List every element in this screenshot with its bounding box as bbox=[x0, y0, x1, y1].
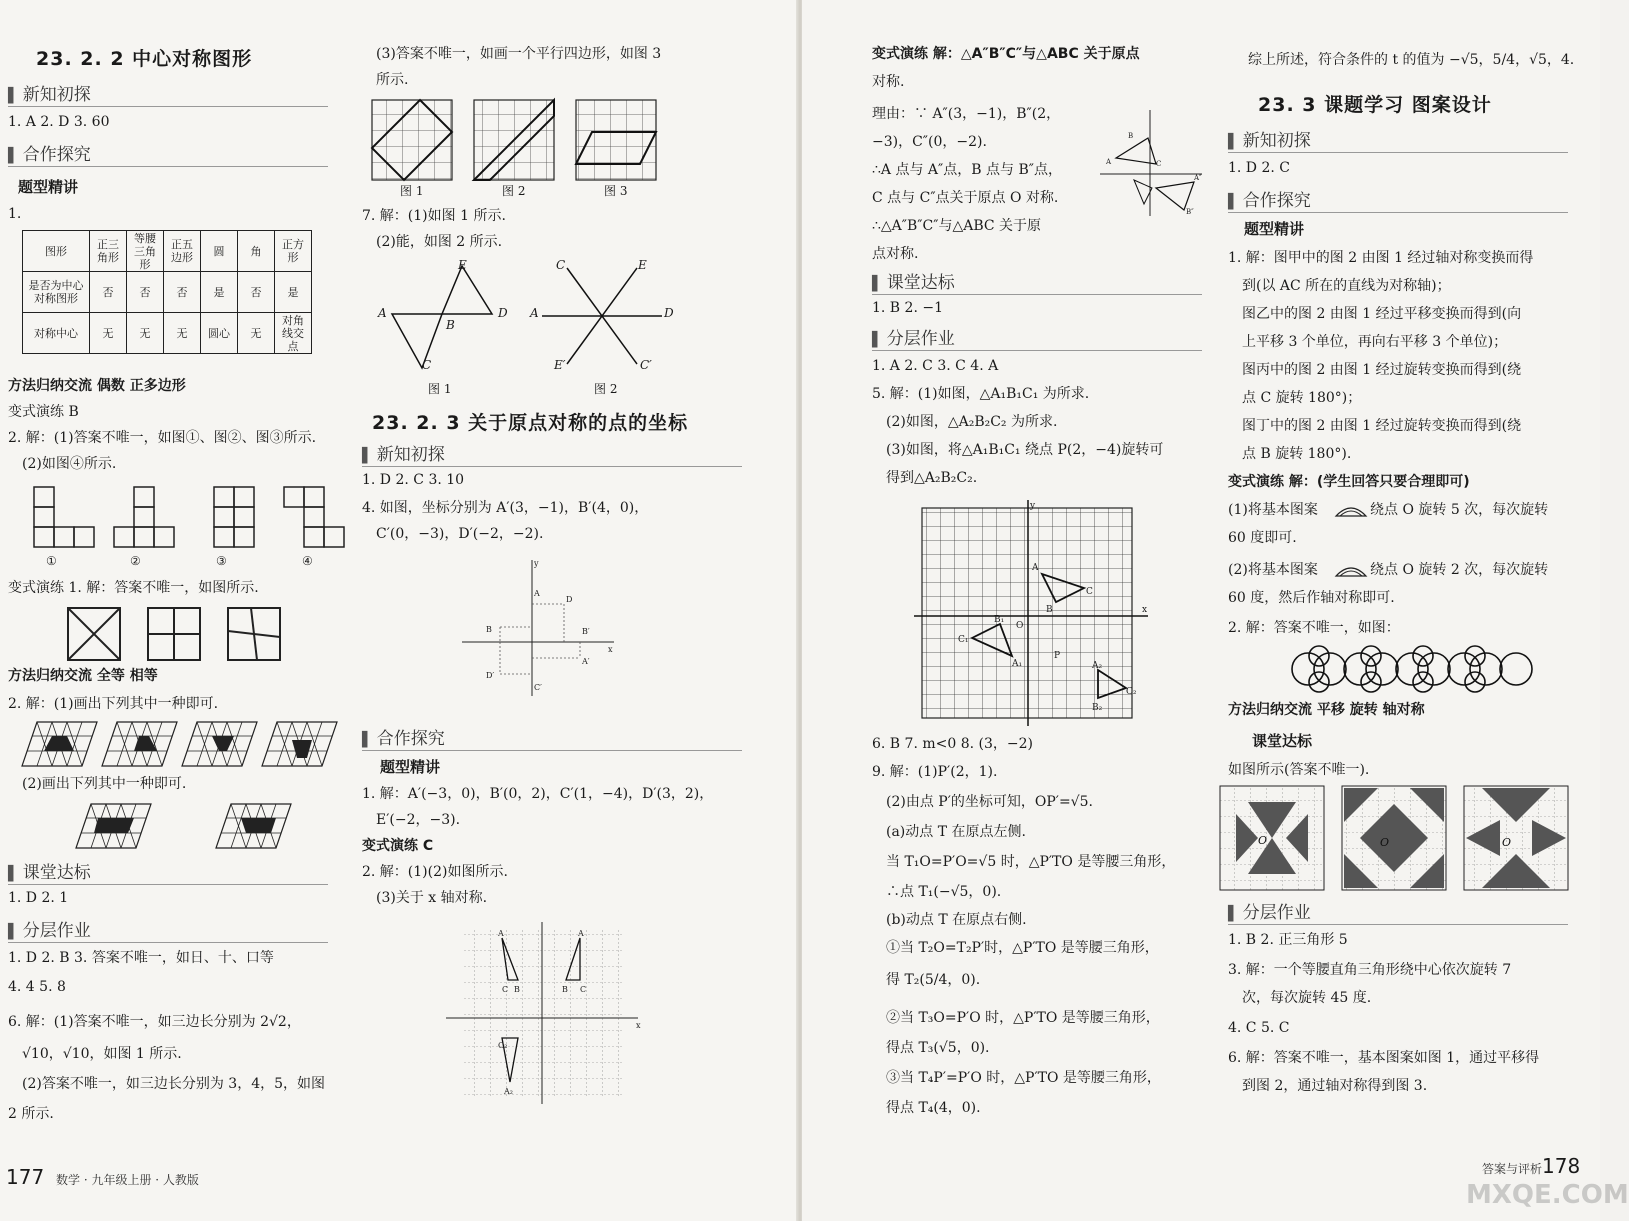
svg-text:P: P bbox=[1054, 651, 1061, 661]
table-cell: 无 bbox=[127, 313, 164, 354]
heading-hezuo: ▌ 合作探究 bbox=[8, 140, 328, 167]
answer-line: 得 T₂(5/4，0). bbox=[886, 972, 981, 988]
table-cell: 否 bbox=[164, 272, 201, 313]
table-cell: 对称中心 bbox=[23, 313, 90, 354]
point-label: C bbox=[422, 358, 432, 372]
answer-line: E′(−2，−3). bbox=[376, 812, 461, 828]
answer-line: 1. D 2. B 3. 答案不唯一，如日、十、口等 bbox=[8, 950, 274, 966]
svg-text:C: C bbox=[580, 985, 587, 994]
svg-text:A₂: A₂ bbox=[504, 1087, 513, 1096]
svg-text:C₂: C₂ bbox=[498, 1041, 508, 1050]
answer-line: (2)如图，△A₂B₂C₂ 为所求. bbox=[886, 414, 1058, 430]
svg-text:B: B bbox=[1128, 132, 1134, 140]
svg-text:D′: D′ bbox=[486, 671, 495, 680]
watermark: MXQE.COM bbox=[1466, 1180, 1629, 1210]
svg-text:B: B bbox=[486, 625, 492, 634]
figure-caption: 图 2 bbox=[502, 184, 526, 198]
triangle-grid-figures-2 bbox=[76, 802, 336, 852]
svg-text:C: C bbox=[1156, 160, 1162, 168]
coordinate-figure-q4 bbox=[458, 556, 618, 698]
svg-text:y: y bbox=[534, 559, 539, 568]
point-label: C bbox=[556, 258, 566, 272]
answer-line: 6. B 7. m<0 8. (3，−2) bbox=[872, 736, 1033, 752]
heading-ketang: ▌ 课堂达标 bbox=[8, 858, 328, 885]
point-label: E bbox=[638, 258, 647, 272]
point-label: A bbox=[378, 306, 387, 320]
table-cell: 角 bbox=[238, 231, 275, 272]
answer-line: 7. 解：(1)如图 1 所示. bbox=[362, 208, 506, 224]
figure-caption: 图 3 bbox=[604, 184, 628, 198]
answer-line: (2)答案不唯一，如三边长分别为 3，4，5，如图 bbox=[22, 1076, 326, 1092]
answer-line: 得点 T₃(√5，0). bbox=[886, 1040, 990, 1056]
point-label: A bbox=[530, 306, 539, 320]
heading-fenceng: ▌ 分层作业 bbox=[872, 324, 1202, 351]
heading-ketang: 课堂达标 bbox=[1252, 732, 1313, 750]
dome-pattern-icon bbox=[1334, 502, 1368, 520]
table-cell: 图形 bbox=[23, 231, 90, 272]
answer-line: ①当 T₂O=T₂P′时，△P′TO 是等腰三角形， bbox=[886, 940, 1159, 956]
table-cell: 正三角形 bbox=[90, 231, 127, 272]
svg-text:C₂: C₂ bbox=[1126, 687, 1137, 697]
answer-line: 点 C 旋转 180°)； bbox=[1242, 390, 1362, 406]
heading-ketang: ▌ 课堂达标 bbox=[872, 268, 1202, 295]
svg-text:C: C bbox=[1086, 587, 1093, 597]
right-page bbox=[802, 0, 1629, 1221]
variant-practice: 变式演练 解：△A″B″C″与△ABC 关于原点 bbox=[872, 46, 1140, 62]
figure-caption: ① bbox=[46, 554, 57, 568]
answer-line: 所示. bbox=[376, 72, 409, 88]
svg-text:A₂: A₂ bbox=[1092, 661, 1103, 671]
cube-net-figures bbox=[24, 482, 344, 562]
svg-text:B′: B′ bbox=[582, 627, 590, 636]
answer-line: 1. A 2. C 3. C 4. A bbox=[872, 358, 999, 374]
answer-line: (3)如图，将△A₁B₁C₁ 绕点 P(2，−4)旋转可 bbox=[886, 442, 1164, 458]
variant-practice-1: 变式演练 B bbox=[8, 404, 79, 420]
svg-text:O: O bbox=[1016, 621, 1024, 631]
answer-line: 图丙中的图 2 由图 1 经过旋转变换而得到(绕 bbox=[1242, 362, 1522, 378]
svg-text:A′: A′ bbox=[582, 657, 590, 666]
svg-text:C₁: C₁ bbox=[958, 635, 969, 645]
heading-hezuo: ▌ 合作探究 bbox=[1228, 186, 1568, 213]
answer-line: 得到△A₂B₂C₂. bbox=[886, 470, 978, 486]
circle-chain-pattern bbox=[1288, 644, 1538, 694]
answer-line: 1. D 2. C bbox=[1228, 160, 1291, 176]
table-cell: 是 bbox=[201, 272, 238, 313]
left-page bbox=[0, 0, 798, 1221]
answer-line: C′(0，−3)，D′(−2，−2). bbox=[376, 526, 544, 542]
triangle-grid-figures-1 bbox=[22, 720, 342, 770]
answer-line: C 点与 C″点关于原点 O 对称. bbox=[872, 190, 1059, 206]
answer-line: 图乙中的图 2 由图 1 经过平移变换而得到(向 bbox=[1242, 306, 1522, 322]
table-cell: 圆 bbox=[201, 231, 238, 272]
answer-line: 3. 解：一个等腰直角三角形绕中心依次旋转 7 bbox=[1228, 962, 1512, 978]
answer-line: 理由：∵ A″(3，−1)，B″(2， bbox=[872, 106, 1061, 122]
point-label: D bbox=[664, 306, 674, 320]
answer-line: 1. D 2. C 3. 10 bbox=[362, 472, 465, 488]
pattern-design-figures bbox=[1218, 784, 1578, 894]
answer-line: (2)将基本图案 bbox=[1228, 562, 1318, 578]
table-cell: 等腰三角形 bbox=[127, 231, 164, 272]
answer-line: ②当 T₃O=P′O 时，△P′TO 是等腰三角形， bbox=[886, 1010, 1160, 1026]
svg-text:C′: C′ bbox=[534, 683, 542, 692]
svg-text:B: B bbox=[514, 985, 520, 994]
answer-line: 2. 解：(1)画出下列其中一种即可. bbox=[8, 696, 219, 712]
point-label: D bbox=[498, 306, 508, 320]
svg-text:D: D bbox=[566, 595, 573, 604]
figure-caption: 图 1 bbox=[400, 184, 424, 198]
grid-shape-figures bbox=[370, 98, 670, 184]
svg-text:B″: B″ bbox=[1186, 208, 1194, 216]
answer-line: 上平移 3 个单位，再向右平移 3 个单位)； bbox=[1242, 334, 1508, 350]
coordinate-figure-q2 bbox=[442, 918, 642, 1108]
svg-text:x: x bbox=[608, 645, 613, 654]
grid-coordinate-figure bbox=[912, 498, 1152, 728]
point-label: E′ bbox=[554, 358, 566, 372]
table-cell: 圆心 bbox=[201, 313, 238, 354]
answer-line: ∴点 T₁(−√5，0). bbox=[886, 884, 1002, 900]
section-title: 23. 2. 2 中心对称图形 bbox=[36, 48, 253, 70]
svg-text:B₁: B₁ bbox=[994, 615, 1005, 625]
table-cell: 正五边形 bbox=[164, 231, 201, 272]
answer-line: (2)由点 P′的坐标可知，OP′=√5. bbox=[886, 794, 1093, 810]
variant-practice-2: 变式演练 1. 解：答案不唯一，如图所示. bbox=[8, 580, 259, 596]
figure-caption: 图 2 bbox=[594, 382, 618, 396]
point-label: B bbox=[446, 318, 455, 332]
variant-practice: 变式演练 C bbox=[362, 838, 434, 854]
answer-line: ∴△A″B″C″与△ABC 关于原 bbox=[872, 218, 1042, 234]
answer-line: 5. 解：(1)如图，△A₁B₁C₁ 为所求. bbox=[872, 386, 1090, 402]
answer-line: 1. B 2. −1 bbox=[872, 300, 943, 316]
heading-xinzhi: ▌ 新知初探 bbox=[362, 440, 742, 467]
answer-line: 60 度，然后作轴对称即可. bbox=[1228, 590, 1395, 606]
heading-xinzhi: ▌ 新知初探 bbox=[8, 80, 328, 107]
answer-line: 2 所示. bbox=[8, 1106, 54, 1122]
answer-line: 4. C 5. C bbox=[1228, 1020, 1290, 1036]
answer-line: 9. 解：(1)P′(2，1). bbox=[872, 764, 998, 780]
heading-tixing: 题型精讲 bbox=[380, 758, 441, 776]
answer-line: 60 度即可. bbox=[1228, 530, 1297, 546]
answer-line: 2. 解：(1)答案不唯一，如图①、图②、图③所示. bbox=[8, 430, 317, 446]
svg-text:y: y bbox=[1030, 501, 1036, 511]
answer-line: 次，每次旋转 45 度. bbox=[1242, 990, 1372, 1006]
answer-line: (2)如图④所示. bbox=[22, 456, 117, 472]
answer-line: (2)画出下列其中一种即可. bbox=[22, 776, 187, 792]
answer-line: (1)将基本图案 bbox=[1228, 502, 1318, 518]
svg-text:A₁: A₁ bbox=[1012, 659, 1023, 669]
heading-tixing: 题型精讲 bbox=[1244, 220, 1305, 238]
svg-text:B: B bbox=[1046, 605, 1053, 615]
answer-line: 4. 4 5. 8 bbox=[8, 979, 66, 995]
answer-line: 点对称. bbox=[872, 246, 919, 262]
answer-line: 2. 解：(1)(2)如图所示. bbox=[362, 864, 508, 880]
svg-text:A″: A″ bbox=[1194, 174, 1202, 182]
table-cell: 正方形 bbox=[275, 231, 312, 272]
answer-line: ∴A 点与 A″点，B 点与 B″点， bbox=[872, 162, 1062, 178]
svg-text:B: B bbox=[562, 985, 568, 994]
section-title-2: 23. 2. 3 关于原点对称的点的坐标 bbox=[372, 412, 689, 434]
answer-line: (b)动点 T 在原点右侧. bbox=[886, 912, 1027, 928]
table-cell: 无 bbox=[90, 313, 127, 354]
svg-text:C: C bbox=[502, 985, 509, 994]
answer-line: 4. 如图，坐标分别为 A′(3，−1)，B′(4，0)， bbox=[362, 500, 649, 516]
table-cell: 否 bbox=[127, 272, 164, 313]
svg-text:A: A bbox=[1032, 563, 1039, 573]
heading-hezuo: ▌ 合作探究 bbox=[362, 724, 742, 751]
point-label: C′ bbox=[640, 358, 652, 372]
answer-line: √10，√10，如图 1 所示. bbox=[22, 1046, 182, 1062]
small-coordinate-figure bbox=[1098, 108, 1206, 218]
answer-line: (a)动点 T 在原点左侧. bbox=[886, 824, 1026, 840]
svg-text:B₂: B₂ bbox=[1092, 703, 1103, 713]
answer-line: ③当 T₄P′=P′O 时，△P′TO 是等腰三角形， bbox=[886, 1070, 1161, 1086]
table-row bbox=[23, 231, 312, 272]
heading-tixing: 题型精讲 bbox=[18, 178, 79, 196]
figure-caption: ③ bbox=[216, 554, 227, 568]
answer-line: 对称. bbox=[872, 74, 905, 90]
svg-text:A: A bbox=[1106, 158, 1112, 166]
answer-line: 图丁中的图 2 由图 1 经过旋转变换而得到(绕 bbox=[1242, 418, 1522, 434]
answer-line: 1. D 2. 1 bbox=[8, 890, 69, 906]
table-cell: 是否为中心对称图形 bbox=[23, 272, 90, 313]
table-cell: 否 bbox=[238, 272, 275, 313]
variant-practice: 变式演练 解：(学生回答只要合理即可) bbox=[1228, 474, 1470, 490]
heading-fenceng: ▌ 分层作业 bbox=[8, 916, 328, 943]
footer-right: 答案与评析 bbox=[1482, 1162, 1543, 1176]
svg-text:O: O bbox=[1380, 836, 1390, 849]
answer-line: 2. 解：答案不唯一，如图： bbox=[1228, 620, 1400, 636]
method-summary-1: 方法归纳交流 偶数 正多边形 bbox=[8, 378, 186, 394]
point-label: E bbox=[458, 258, 467, 272]
answer-line: (3)关于 x 轴对称. bbox=[376, 890, 488, 906]
square-division-figures bbox=[66, 606, 306, 662]
answer-line: 绕点 O 旋转 2 次，每次旋转 bbox=[1370, 562, 1549, 578]
answer-line: 6. 解：(1)答案不唯一，如三边长分别为 2√2， bbox=[8, 1014, 301, 1030]
table-cell: 是 bbox=[275, 272, 312, 313]
table-cell: 对角线交点 bbox=[275, 313, 312, 354]
table-cell: 否 bbox=[90, 272, 127, 313]
svg-text:O: O bbox=[1258, 834, 1268, 847]
answer-line: 1. 解：A′(−3，0)，B′(0，2)，C′(1，−4)，D′(3，2)， bbox=[362, 786, 714, 802]
svg-text:x: x bbox=[636, 1021, 641, 1030]
method-summary-2: 方法归纳交流 全等 相等 bbox=[8, 668, 158, 684]
section-title: 23. 3 课题学习 图案设计 bbox=[1258, 94, 1492, 116]
heading-fenceng: ▌ 分层作业 bbox=[1228, 898, 1568, 925]
figure-caption: ④ bbox=[302, 554, 313, 568]
answer-line: 点 B 旋转 180°). bbox=[1242, 446, 1352, 462]
figure-caption: ② bbox=[130, 554, 141, 568]
page-number-right: 178 bbox=[1542, 1154, 1581, 1178]
page-number-left: 177 bbox=[6, 1165, 45, 1189]
answer-line: 到图 2，通过轴对称得到图 3. bbox=[1242, 1078, 1428, 1094]
answer-line: 综上所述，符合条件的 t 的值为 −√5，5/4，√5，4. bbox=[1248, 52, 1575, 68]
heading-xinzhi: ▌ 新知初探 bbox=[1228, 126, 1568, 153]
answer-line: 如图所示(答案不唯一). bbox=[1228, 762, 1370, 778]
answer-line: 得点 T₄(4，0). bbox=[886, 1100, 981, 1116]
table-cell: 无 bbox=[164, 313, 201, 354]
answer-line: −3)，C″(0，−2). bbox=[872, 134, 987, 150]
answer-line: 绕点 O 旋转 5 次，每次旋转 bbox=[1370, 502, 1549, 518]
answer-line: 1. A 2. D 3. 60 bbox=[8, 114, 110, 130]
answer-line: 当 T₁O=P′O=√5 时，△P′TO 是等腰三角形， bbox=[886, 854, 1176, 870]
answer-line: 1. 解：图甲中的图 2 由图 1 经过轴对称变换而得 bbox=[1228, 250, 1534, 266]
table-row bbox=[23, 272, 312, 313]
question-label: 1. bbox=[8, 206, 22, 222]
answer-line: (3)答案不唯一，如画一个平行四边形，如图 3 bbox=[376, 46, 662, 62]
footer-left: 数学 · 九年级上册 · 人教版 bbox=[56, 1173, 199, 1187]
symmetry-table bbox=[22, 230, 312, 354]
figure-caption: 图 1 bbox=[428, 382, 452, 396]
table-row bbox=[23, 313, 312, 354]
method-summary: 方法归纳交流 平移 旋转 轴对称 bbox=[1228, 702, 1425, 718]
dome-pattern-icon bbox=[1334, 562, 1368, 580]
svg-text:A: A bbox=[534, 589, 540, 598]
answer-line: 到(以 AC 所在的直线为对称轴)； bbox=[1242, 278, 1451, 294]
svg-text:x: x bbox=[1142, 605, 1148, 615]
answer-line: 6. 解：答案不唯一，基本图案如图 1，通过平移得 bbox=[1228, 1050, 1540, 1066]
answer-line: (2)能，如图 2 所示. bbox=[376, 234, 503, 250]
table-cell: 无 bbox=[238, 313, 275, 354]
svg-text:A: A bbox=[498, 929, 504, 938]
svg-text:A: A bbox=[578, 929, 584, 938]
answer-line: 1. B 2. 正三角形 5 bbox=[1228, 932, 1348, 948]
q7-figures bbox=[362, 258, 682, 376]
svg-text:O: O bbox=[1502, 836, 1512, 849]
